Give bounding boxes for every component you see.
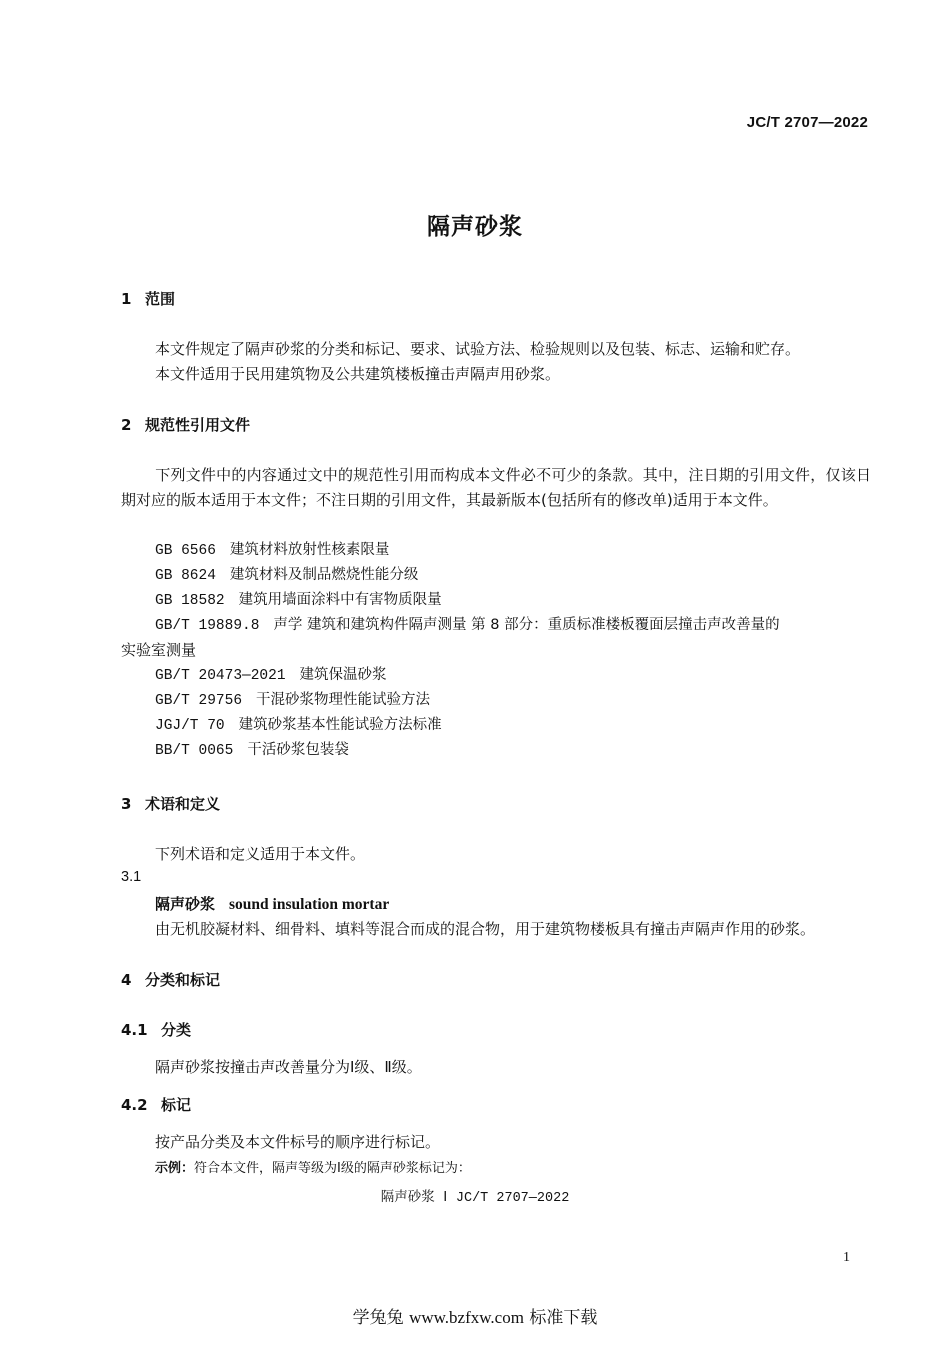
page-number: 1 <box>843 1250 850 1265</box>
reference-item <box>155 688 430 714</box>
subsection-title: 标记 <box>161 1096 192 1114</box>
subsection-title: 分类 <box>161 1021 192 1039</box>
reference-code: GB/T 29756 <box>155 693 243 709</box>
subsection-number: 4.2 <box>121 1096 148 1114</box>
section-number: 3 <box>121 795 132 813</box>
term-english: sound insulation mortar <box>229 896 390 913</box>
reference-item <box>155 613 780 639</box>
marking-standard-code: JC/T 2707—2022 <box>455 1191 570 1206</box>
reference-title: 建筑材料放射性核素限量 <box>229 542 390 558</box>
section-1-heading <box>121 288 175 309</box>
marking-text: 按产品分类及本文件标号的顺序进行标记。 <box>155 1133 441 1151</box>
subsection-4-1-heading <box>121 1019 191 1040</box>
standard-id: JC/T 2707—2022 <box>746 114 868 131</box>
reference-item <box>155 713 442 739</box>
normative-references-intro <box>121 463 871 513</box>
reference-item <box>155 588 442 614</box>
section-title: 规范性引用文件 <box>145 416 251 434</box>
reference-title: 声学 建筑和建筑构件隔声测量 第 8 部分：重质标准楼板覆面层撞击声改善量的 <box>273 617 780 633</box>
section-3-heading <box>121 793 220 814</box>
scope-paragraph-1: 本文件规定了隔声砂浆的分类和标记、要求、试验方法、检验规则以及包装、标志、运输和贮存。 <box>155 340 801 358</box>
section-number: 1 <box>121 290 132 308</box>
reference-title: 建筑材料及制品燃烧性能分级 <box>229 567 419 583</box>
scope-paragraph-2: 本文件适用于民用建筑物及公共建筑楼板撞击声隔声用砂浆。 <box>155 365 561 383</box>
section-title: 术语和定义 <box>145 795 221 813</box>
section-number: 4 <box>121 971 132 989</box>
reference-item <box>155 663 387 689</box>
section-4-heading <box>121 969 220 990</box>
reference-code: GB/T 20473—2021 <box>155 668 286 684</box>
classification-text: 隔声砂浆按撞击声改善量分为Ⅰ级、Ⅱ级。 <box>155 1058 422 1076</box>
reference-code: JGJ/T 70 <box>155 718 225 734</box>
footer-site-name: 学兔兔 <box>352 1308 404 1328</box>
example-line <box>155 1157 471 1176</box>
reference-title: 干活砂浆包装袋 <box>247 742 349 758</box>
footer-watermark <box>0 1303 950 1328</box>
reference-title: 干混砂浆物理性能试验方法 <box>256 692 431 708</box>
term-chinese: 隔声砂浆 <box>155 895 216 913</box>
section-2-heading <box>121 414 250 435</box>
subsection-4-2-heading <box>121 1094 191 1115</box>
term-entry <box>155 893 389 914</box>
reference-item <box>155 563 418 589</box>
section-number: 2 <box>121 416 132 434</box>
example-text: 符合本文件，隔声等级为Ⅰ级的隔声砂浆标记为： <box>194 1161 471 1176</box>
example-label: 示例： <box>155 1161 195 1176</box>
reference-title: 建筑保温砂浆 <box>299 667 387 683</box>
marking-example <box>0 1185 950 1206</box>
reference-title: 建筑用墙面涂料中有害物质限量 <box>238 592 442 608</box>
marking-product-name: 隔声砂浆 <box>380 1189 435 1205</box>
term-definition: 由无机胶凝材料、细骨料、填料等混合而成的混合物，用于建筑物楼板具有撞击声隔声作用的砂浆。 <box>155 920 816 938</box>
footer-tagline: 标准下载 <box>529 1308 598 1328</box>
reference-continuation: 实验室测量 <box>121 641 197 659</box>
document-title: 隔声砂浆 <box>427 214 523 240</box>
reference-item <box>155 738 349 764</box>
reference-title: 建筑砂浆基本性能试验方法标准 <box>238 717 442 733</box>
term-number: 3.1 <box>121 869 142 885</box>
section-title: 范围 <box>145 290 176 308</box>
reference-code: GB 8624 <box>155 568 216 584</box>
reference-code: GB 6566 <box>155 543 216 559</box>
reference-item <box>155 538 389 564</box>
reference-code: GB 18582 <box>155 593 225 609</box>
intro-text: 下列文件中的内容通过文中的规范性引用而构成本文件必不可少的条款。其中，注日期的引用文件，仅该日期对应的版本适用于本文件；不注日期的引用文件，其最新版本(包括所有的修改单)适用于本文件。 <box>121 466 871 509</box>
reference-code: BB/T 0065 <box>155 743 234 759</box>
marking-grade: Ⅰ <box>443 1189 448 1205</box>
subsection-number: 4.1 <box>121 1021 148 1039</box>
footer-url[interactable]: www.bzfxw.com <box>409 1308 524 1327</box>
section-title: 分类和标记 <box>145 971 221 989</box>
reference-code: GB/T 19889.8 <box>155 618 260 634</box>
terms-intro: 下列术语和定义适用于本文件。 <box>155 845 366 863</box>
